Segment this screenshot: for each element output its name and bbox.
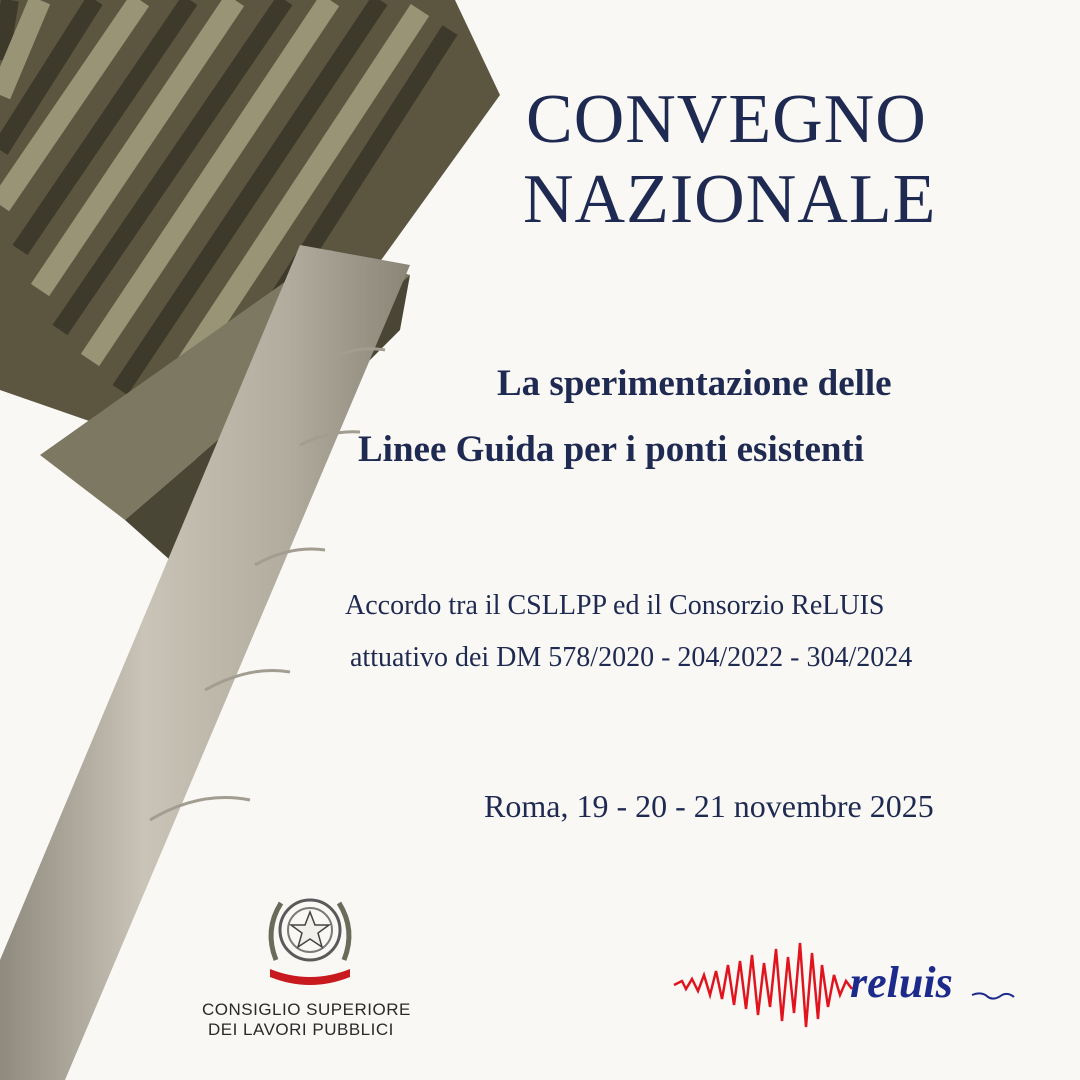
title-line-2: NAZIONALE: [523, 161, 937, 238]
agreement-line-2: attuativo dei DM 578/2020 - 204/2022 - 304/2024: [350, 642, 913, 673]
agreement-line-1: Accordo tra il CSLLPP ed il Consorzio ReLUIS: [345, 590, 885, 621]
institution-line-2: DEI LAVORI PUBBLICI: [208, 1020, 394, 1039]
subtitle-line-2: Linee Guida per i ponti esistenti: [358, 429, 865, 470]
event-date: Roma, 19 - 20 - 21 novembre 2025: [484, 788, 934, 824]
reluis-logo: [672, 935, 1017, 1040]
subtitle-line-1: La sperimentazione delle: [497, 363, 892, 404]
seismograph-icon: [674, 943, 852, 1027]
title-line-1: CONVEGNO: [526, 81, 927, 158]
italian-republic-emblem-icon: [256, 885, 364, 985]
institution-line-1: CONSIGLIO SUPERIORE: [202, 1000, 411, 1019]
reluis-wordmark: reluis: [850, 958, 953, 1007]
